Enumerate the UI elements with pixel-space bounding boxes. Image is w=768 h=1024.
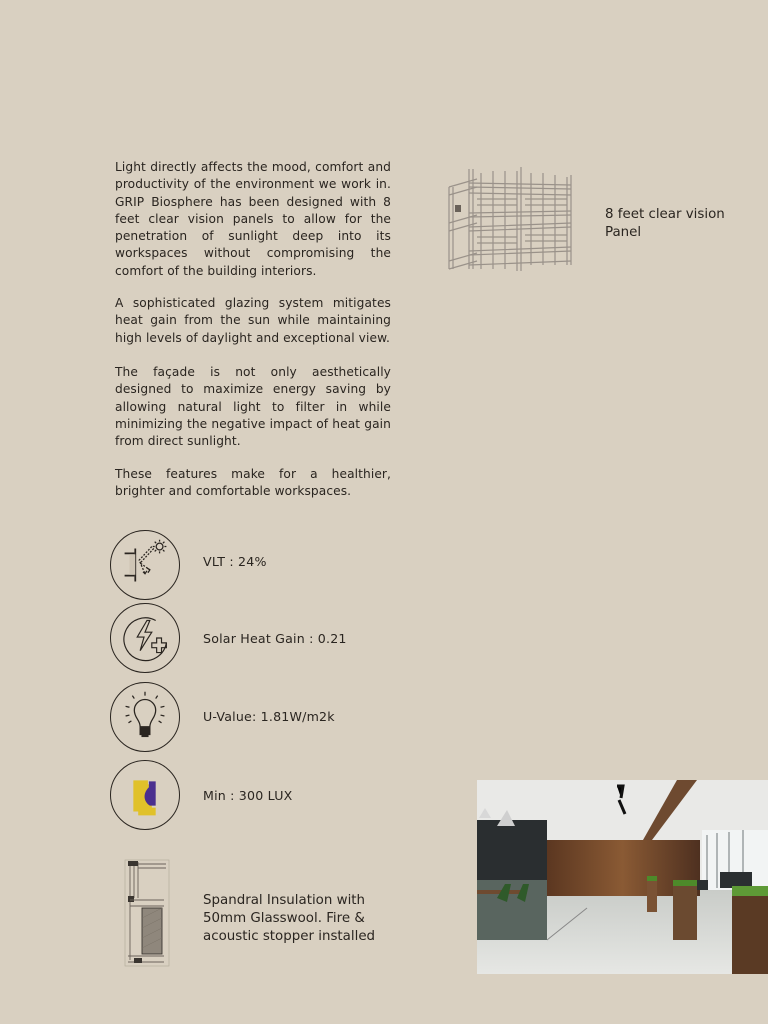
solar-heat-gain-value: Solar Heat Gain : 0.21 <box>203 631 347 646</box>
vision-panel-caption: 8 feet clear vision Panel <box>605 207 725 240</box>
intro-paragraph-2: A sophisticated glazing system mitigates heat gain from the sun while maintaining high levels of daylight and exceptional view. <box>115 296 391 345</box>
u-value: U-Value: 1.81W/m2k <box>203 709 335 724</box>
office-interior-photo <box>477 780 768 974</box>
intro-paragraph-1: Light directly affects the mood, comfort and productivity of the environment we work in. GRIP Biosphere has been designed with 8 feet clear vision panels to allow for the penetration of sunlight deep into its workspaces without compromising the comfort of the building interiors. <box>115 160 391 278</box>
spandrel-section-drawing <box>124 858 170 968</box>
intro-paragraph-4: These features make for a healthier, brighter and comfortable workspaces. <box>115 467 391 499</box>
spandrel-description: Spandral Insulation with 50mm Glasswool. Fire & acoustic stopper installed <box>203 893 376 945</box>
light-transmission-icon <box>110 530 180 600</box>
lightbulb-icon <box>110 682 180 752</box>
energy-plus-icon <box>110 603 180 673</box>
lux-value: Min : 300 LUX <box>203 788 293 803</box>
vlt-value: VLT : 24% <box>203 554 267 569</box>
intro-paragraph-3: The façade is not only aesthetically designed to maximize energy saving by allowing natural light to filter in while minimizing the negative impact of heat gain from direct sunlight. <box>115 365 391 449</box>
window-frame-drawing <box>447 165 577 273</box>
lux-diagram-icon <box>110 760 180 830</box>
